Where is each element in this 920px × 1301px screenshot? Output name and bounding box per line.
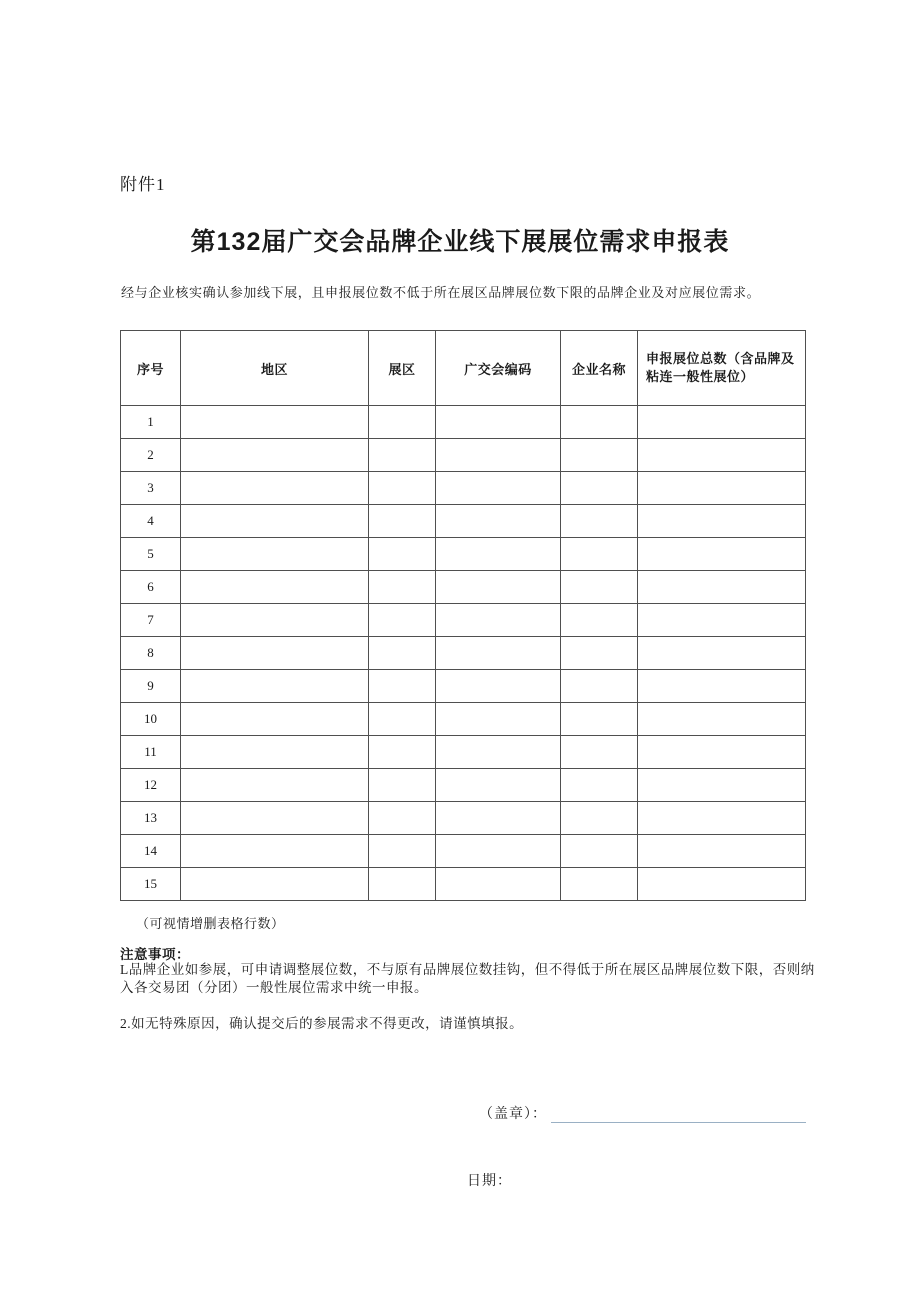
empty-cell [181, 637, 369, 670]
empty-cell [181, 769, 369, 802]
row-number-cell: 11 [121, 736, 181, 769]
header-cell-zone: 展区 [369, 331, 436, 406]
header-cell-seq: 序号 [121, 331, 181, 406]
empty-cell [561, 472, 638, 505]
row-number-cell: 3 [121, 472, 181, 505]
row-number-cell: 6 [121, 571, 181, 604]
empty-cell [638, 736, 806, 769]
row-number-cell: 13 [121, 802, 181, 835]
empty-cell [369, 703, 436, 736]
empty-cell [369, 538, 436, 571]
empty-cell [436, 703, 561, 736]
header-cell-region: 地区 [181, 331, 369, 406]
page-title: 第132届广交会品牌企业线下展展位需求申报表 [190, 228, 730, 256]
header-cell-company: 企业名称 [561, 331, 638, 406]
attachment-label: 附件1 [120, 175, 166, 194]
empty-cell [436, 604, 561, 637]
row-number-cell: 7 [121, 604, 181, 637]
empty-cell [181, 604, 369, 637]
table-row [121, 604, 806, 637]
empty-cell [369, 802, 436, 835]
empty-cell [436, 637, 561, 670]
empty-cell [369, 670, 436, 703]
table-body [121, 406, 806, 901]
empty-cell [436, 571, 561, 604]
intro-text: 经与企业核实确认参加线下展，且申报展位数不低于所在展区品牌展位数下限的品牌企业及对应展位需求。 [121, 285, 761, 300]
row-number-cell: 2 [121, 439, 181, 472]
empty-cell [638, 538, 806, 571]
empty-cell [436, 439, 561, 472]
empty-cell [181, 439, 369, 472]
empty-cell [436, 802, 561, 835]
note-item-2: 2.如无特殊原因，确认提交后的参展需求不得更改，请谨慎填报。 [120, 1016, 524, 1031]
empty-cell [436, 505, 561, 538]
empty-cell [561, 802, 638, 835]
empty-cell [436, 769, 561, 802]
header-cell-booth-total: 申报展位总数（含品牌及粘连一般性展位） [638, 331, 806, 406]
empty-cell [561, 538, 638, 571]
empty-cell [638, 571, 806, 604]
empty-cell [638, 835, 806, 868]
empty-cell [369, 604, 436, 637]
table-note: （可视情增删表格行数） [136, 916, 285, 931]
booth-demand-table [120, 330, 806, 901]
empty-cell [561, 505, 638, 538]
row-number-cell: 9 [121, 670, 181, 703]
row-number-cell: 5 [121, 538, 181, 571]
empty-cell [436, 538, 561, 571]
table-header-row [121, 331, 806, 406]
header-cell-fair-code: 广交会编码 [436, 331, 561, 406]
table-row [121, 472, 806, 505]
empty-cell [369, 835, 436, 868]
table-row [121, 637, 806, 670]
empty-cell [561, 439, 638, 472]
table-row [121, 769, 806, 802]
empty-cell [436, 868, 561, 901]
seal-label: （盖章）： [479, 1107, 547, 1122]
empty-cell [181, 505, 369, 538]
table-row [121, 571, 806, 604]
table-row [121, 868, 806, 901]
empty-cell [369, 769, 436, 802]
table-row [121, 406, 806, 439]
empty-cell [369, 472, 436, 505]
empty-cell [181, 835, 369, 868]
empty-cell [638, 637, 806, 670]
empty-cell [638, 472, 806, 505]
empty-cell [561, 769, 638, 802]
note-item-1: L品牌企业如参展，可申请调整展位数，不与原有品牌展位数挂钩，但不得低于所在展区品牌展位数下限，否则纳入各交易团（分团）一般性展位需求中统一申报。 [120, 962, 815, 995]
empty-cell [369, 505, 436, 538]
empty-cell [436, 736, 561, 769]
empty-cell [181, 538, 369, 571]
empty-cell [181, 571, 369, 604]
table-row [121, 835, 806, 868]
empty-cell [181, 736, 369, 769]
empty-cell [638, 769, 806, 802]
seal-signature-line [551, 1106, 806, 1123]
table-row [121, 703, 806, 736]
empty-cell [561, 571, 638, 604]
table-row [121, 439, 806, 472]
date-label: 日期： [467, 1174, 512, 1189]
empty-cell [638, 670, 806, 703]
empty-cell [638, 703, 806, 736]
empty-cell [181, 802, 369, 835]
empty-cell [638, 439, 806, 472]
empty-cell [181, 868, 369, 901]
empty-cell [369, 439, 436, 472]
empty-cell [369, 736, 436, 769]
empty-cell [561, 406, 638, 439]
empty-cell [561, 670, 638, 703]
empty-cell [436, 835, 561, 868]
empty-cell [638, 868, 806, 901]
empty-cell [369, 637, 436, 670]
empty-cell [638, 406, 806, 439]
row-number-cell: 1 [121, 406, 181, 439]
empty-cell [436, 472, 561, 505]
empty-cell [561, 637, 638, 670]
table-row [121, 538, 806, 571]
empty-cell [181, 406, 369, 439]
row-number-cell: 4 [121, 505, 181, 538]
empty-cell [369, 868, 436, 901]
table-row [121, 736, 806, 769]
seal-row [479, 1103, 806, 1123]
row-number-cell: 8 [121, 637, 181, 670]
row-number-cell: 10 [121, 703, 181, 736]
empty-cell [561, 703, 638, 736]
empty-cell [369, 406, 436, 439]
notes-heading: 注意事项： [120, 947, 190, 962]
empty-cell [561, 835, 638, 868]
empty-cell [181, 472, 369, 505]
table-row [121, 505, 806, 538]
empty-cell [436, 670, 561, 703]
empty-cell [561, 868, 638, 901]
table-row [121, 670, 806, 703]
empty-cell [181, 670, 369, 703]
row-number-cell: 12 [121, 769, 181, 802]
row-number-cell: 14 [121, 835, 181, 868]
empty-cell [369, 571, 436, 604]
empty-cell [638, 604, 806, 637]
empty-cell [561, 736, 638, 769]
empty-cell [436, 406, 561, 439]
table-row [121, 802, 806, 835]
empty-cell [181, 703, 369, 736]
empty-cell [638, 505, 806, 538]
empty-cell [638, 802, 806, 835]
row-number-cell: 15 [121, 868, 181, 901]
empty-cell [561, 604, 638, 637]
